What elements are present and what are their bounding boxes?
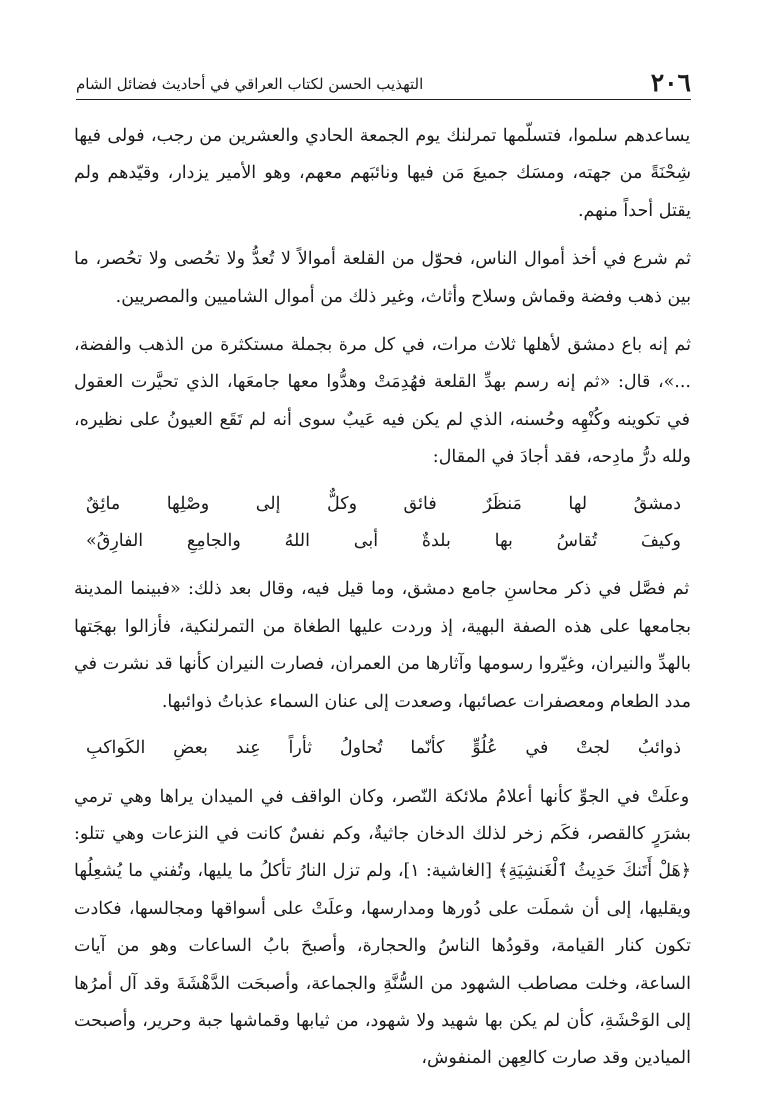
text-line: والنيران، وغيّروا رسومها وآثارها من العمران، فصارت النيران كأنها قد نشرت في مدد [74, 654, 691, 712]
verse-word: تُقاسُ [556, 531, 598, 552]
text-line: الطعام ومعصفرات عصائبها، وصعدت إلى عنان السماء عذباتُ ذوائبها. [161, 691, 660, 712]
text-line: العقول في تكوينه وكُنْهِه وحُسنه، الذي لم يكن فيه عَيبٌ سوى أنه لم تَقَع العيونُ على نظيره، [74, 372, 690, 430]
verse-word: لجتْ [576, 738, 610, 759]
verse-word: الكَواكبِ [86, 738, 146, 759]
text-line: أحداً منهم. [577, 200, 654, 221]
verse-word: إلى [255, 493, 281, 514]
verse-word: كأنّما [410, 738, 445, 759]
text-line: والفضة، ...»، قال: «ثم إنه رسم بهدِّ القلعة فهُدِمَتْ وهدُّوا معها جامعَها، الذي تحيَّرت [74, 335, 691, 393]
header-divider [76, 99, 691, 100]
running-title: التهذيب الحسن لكتاب العراقي في أحاديث فضائل الشام [76, 75, 424, 93]
verse-word: وكلٌّ [327, 493, 358, 514]
verse-word: بها [494, 531, 513, 552]
text-line: ثم فصَّل في ذكر محاسنِ جامع دمشق، وما قيل فيه، وقال بعد ذلك: «فبينما المدينة [74, 579, 690, 600]
verse-word: مائِقٌ [86, 493, 121, 514]
text-line: بشرَرٍ كالقصر، فكَم زخر لذلك الدخان جاثيةٌ، وكم نفسٌ كانت في النزعات وهي تتلو: ﴿هَلْ [74, 823, 691, 882]
verse-word: الفارِقُ» [86, 531, 144, 552]
paragraph [74, 118, 691, 230]
main-text [74, 118, 691, 1078]
verse-word: مَنظَرٌ [483, 493, 522, 514]
poem-verse [74, 486, 691, 523]
text-line: ما بين ذهب وفضة وقماش وسلاح وأثاث، وغير ذلك من أموال الشاميين والمصريين. [74, 249, 691, 307]
verse-word: اللهُ [284, 531, 310, 552]
text-line: شملَت على دُورها ومدارسها، وعلَتْ على أسواقها ومجالسها، فكادت تكون كنار القيامة، [74, 898, 691, 957]
verse-word: وصْلِها [166, 493, 210, 514]
text-line: وقودُها الناسُ والحجارة، وأصبحَ بابُ الساعات وهو من آيات الساعة، وخلت مصاطب [74, 936, 691, 994]
poem-verse [74, 523, 691, 560]
paragraph [74, 241, 691, 316]
text-line: الشهود من السُّنَّةِ والجماعة، وأصبحَت الدَّهْشَةَ وقد آل أمرُها إلى الوَحْشَةِ، كأن لم يكن بها شهيد [74, 973, 692, 1031]
paragraph [74, 327, 691, 477]
paragraph [74, 779, 691, 1078]
verse-word: أبى [353, 531, 379, 552]
verse-word: عِند [235, 738, 261, 759]
verse-word: ثأراً [288, 738, 313, 759]
verse-word: وكيفَ [640, 531, 681, 552]
page-number: ٢٠٦ [650, 68, 691, 97]
text-line: ثم إنه باع دمشق لأهلها ثلاث مرات، في كل مرة بجملة مستكثرة من الذهب [131, 335, 691, 356]
page-header [76, 62, 691, 98]
verse-word: في [525, 738, 549, 759]
paragraph [74, 571, 691, 721]
verse-word: دمشقُ [633, 493, 681, 514]
text-line: وعلَتْ في الجوِّ كأنها أعلامُ ملائكة النّصر، وكان الواقف في الميدان يراها وهي ترمي [74, 786, 690, 807]
verse-word: ذوائبُ [637, 738, 681, 759]
verse-word: فائق [403, 493, 437, 514]
poem-verse [74, 730, 691, 767]
verse-word: بلدةٌ [421, 531, 451, 552]
verse-word: تُحاولُ [339, 738, 383, 759]
verse-word: بعضِ [173, 738, 208, 759]
verse-word: لها [568, 493, 588, 514]
text-line: شِحْنَةً من جهته، ومسَك جميعَ مَن فيها ونائبَهم معهم، وهو الأمير يزدار، وقيّدهم ولم يقتل [74, 163, 691, 221]
verse-word: والجامِعِ [186, 531, 241, 552]
text-line: بجامعها على هذه الصفة البهية، إذ وردت عليها الطغاة من التمرلنكية، فأزالوا بهجَتها بالهدِّ [74, 616, 691, 675]
text-line: ثم شرع في أخذ أموال الناس، فحوّل من القلعة أموالاً لا تُعدُّ ولا تحُصى ولا تحُصر، [88, 249, 691, 270]
verse-word: عُلُوٍّ [472, 738, 498, 759]
text-line: ولله درُّ مادِحه، فقد أجادَ في المقال: [432, 447, 691, 468]
text-line: أَتَنكَ حَدِيثُ ٱلْغَنشِيَةِ﴾ [الغاشية: ١]، ولم تزل النارُ تأكلُ ما يليها، وتُفني ما يُشعِلُها ويقليها، إلى أن [74, 861, 691, 919]
text-line: يساعدهم سلموا، فتسلّمها تمرلنك يوم الجمعة الحادي والعشرين من رجب، فولى فيها [74, 126, 691, 146]
text-line: ولا شهود، من ثيابها وقماشها جبة وحرير، وأصبحت الميادين وقد صارت كالعِهن المنفوش، [74, 1010, 691, 1069]
